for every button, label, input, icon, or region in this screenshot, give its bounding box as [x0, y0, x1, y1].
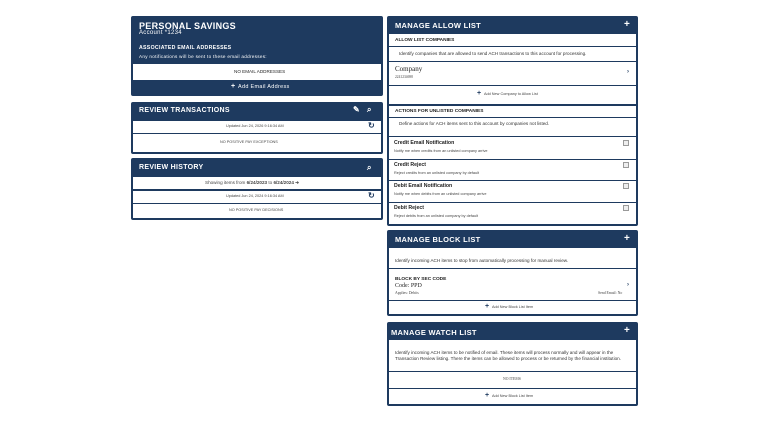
chevron-right-icon: › [627, 69, 629, 75]
company-id: 2241234698 [395, 75, 413, 79]
search-icon[interactable]: ⌕ [367, 163, 372, 172]
block-desc: Identify incoming ACH items to stop from automatically processing for manual review. [395, 258, 569, 263]
add-company-label: Add New Company to Allow List [484, 91, 538, 96]
review-hist-updated-row [133, 191, 381, 203]
savings-panel [131, 16, 383, 96]
allow-title: MANAGE ALLOW LIST [395, 21, 482, 30]
to-label: to [268, 180, 273, 185]
review-tx-updated-row [133, 121, 381, 133]
plus-icon: + [485, 303, 490, 310]
refresh-icon[interactable]: ↻ [368, 191, 375, 200]
rule-desc: Reject debits from an unlisted company by default [394, 214, 478, 218]
assoc-emails-desc: Any notifications will be sent to these email addresses: [139, 54, 267, 59]
no-email-text: NO EMAIL ADDRESSES [234, 69, 286, 74]
watch-desc-1: Identify incoming ACH items to be notified of email. These items will process normally and will appear in the [395, 350, 614, 355]
add-watch-item-button[interactable] [485, 392, 565, 402]
expand-plus-icon[interactable]: + [624, 325, 630, 336]
rule-desc: Reject credits from an unlisted company by default [394, 171, 480, 175]
allow-list-section [389, 34, 636, 104]
actions-section [389, 106, 636, 136]
block-entry-applies: Applies: Debits [395, 291, 419, 295]
plus-icon: + [485, 392, 490, 399]
refresh-icon[interactable]: ↻ [368, 121, 375, 130]
credit-reject-checkbox[interactable] [623, 162, 629, 168]
no-email-row [133, 64, 381, 80]
allow-desc: Identify companies that are allowed to send ACH transactions to this account for processing. [399, 51, 587, 56]
plus-icon: + [477, 90, 482, 97]
company-name: Company [395, 65, 423, 73]
search-icon[interactable]: ⌕ [367, 105, 372, 114]
review-hist-range-row [133, 177, 381, 189]
watch-body [389, 340, 636, 404]
allow-panel [387, 16, 638, 226]
rule-debit-notify [389, 181, 636, 202]
block-panel [387, 230, 638, 316]
review-hist-updated: Updated Jun 24, 2024 9:16:34 AM [226, 194, 284, 198]
rule-credit-reject [389, 160, 636, 180]
watch-desc-2: Transaction Review listing. There the items can be allowed to process or be returned by the financial institution. [395, 356, 621, 361]
add-block-item-label: Add New Block List Item [492, 304, 534, 309]
add-company-button[interactable] [477, 90, 567, 100]
chevron-right-icon: › [627, 282, 629, 288]
debit-notify-checkbox[interactable] [623, 183, 629, 189]
review-tx-title: REVIEW TRANSACTIONS [139, 107, 230, 114]
add-email-button[interactable] [231, 83, 321, 93]
rule-credit-notify [389, 137, 636, 159]
credit-notify-checkbox[interactable] [623, 140, 629, 146]
add-email-label: Add Email Address [238, 84, 290, 90]
review-tx-empty: NO POSITIVE PAY EXCEPTIONS [220, 140, 278, 144]
expand-plus-icon[interactable]: + [624, 19, 630, 30]
review-tx-panel [131, 102, 383, 154]
review-hist-title: REVIEW HISTORY [139, 164, 204, 171]
savings-title: PERSONAL SAVINGS [139, 21, 236, 31]
watch-panel [387, 322, 638, 406]
edit-icon[interactable]: ✎ [353, 105, 360, 114]
watch-empty: NO ITEMS [503, 377, 521, 381]
savings-account: Account *1234 [139, 30, 182, 36]
actions-desc: Define actions for ACH items sent to this account by companies not listed. [399, 121, 550, 126]
arrow-right-icon[interactable]: ➔ [295, 180, 300, 185]
block-entry-code: Code: PPD [395, 283, 422, 289]
review-hist-range [205, 180, 299, 186]
block-body [389, 248, 636, 314]
expand-plus-icon[interactable]: + [624, 233, 630, 244]
block-title: MANAGE BLOCK LIST [395, 235, 481, 244]
review-hist-panel [131, 158, 383, 220]
add-watch-item-label: Add New Block List Item [492, 393, 534, 398]
rule-desc: Notify me when debits from an unlisted company arrive [394, 192, 487, 196]
debit-reject-checkbox[interactable] [623, 205, 629, 211]
review-tx-empty-row [133, 134, 381, 152]
assoc-emails-title: ASSOCIATED EMAIL ADDRESSES [139, 45, 232, 51]
rule-title: Credit Reject [394, 162, 426, 168]
allow-sub-title: ALLOW LIST COMPANIES [395, 38, 455, 43]
rule-desc: Notify me when credits from an unlisted company arrive [394, 149, 488, 153]
rule-title: Credit Email Notification [394, 140, 455, 146]
rule-title: Debit Reject [394, 205, 424, 211]
block-entry-title: BLOCK BY SEC CODE [395, 277, 447, 282]
plus-icon: + [231, 83, 236, 90]
showing-prefix: Showing items from [205, 180, 246, 185]
actions-title: ACTIONS FOR UNLISTED COMPANIES [395, 109, 484, 114]
rule-title: Debit Email Notification [394, 183, 453, 189]
block-entry-send-email: Send Email: No [598, 291, 623, 295]
rule-debit-reject [389, 203, 636, 224]
date-from[interactable]: 6/24/2023 [246, 180, 268, 185]
company-row[interactable] [389, 62, 636, 84]
watch-title: MANAGE WATCH LIST [391, 328, 477, 337]
block-entry[interactable] [389, 269, 636, 299]
review-tx-updated: Updated Jun 24, 2026 9:16:34 AM [226, 124, 284, 128]
add-block-item-button[interactable] [485, 303, 565, 313]
review-hist-empty-row [133, 204, 381, 218]
date-to[interactable]: 6/24/2024 [273, 180, 294, 185]
review-hist-empty: NO POSITIVE PAY DECISIONS [229, 208, 284, 212]
